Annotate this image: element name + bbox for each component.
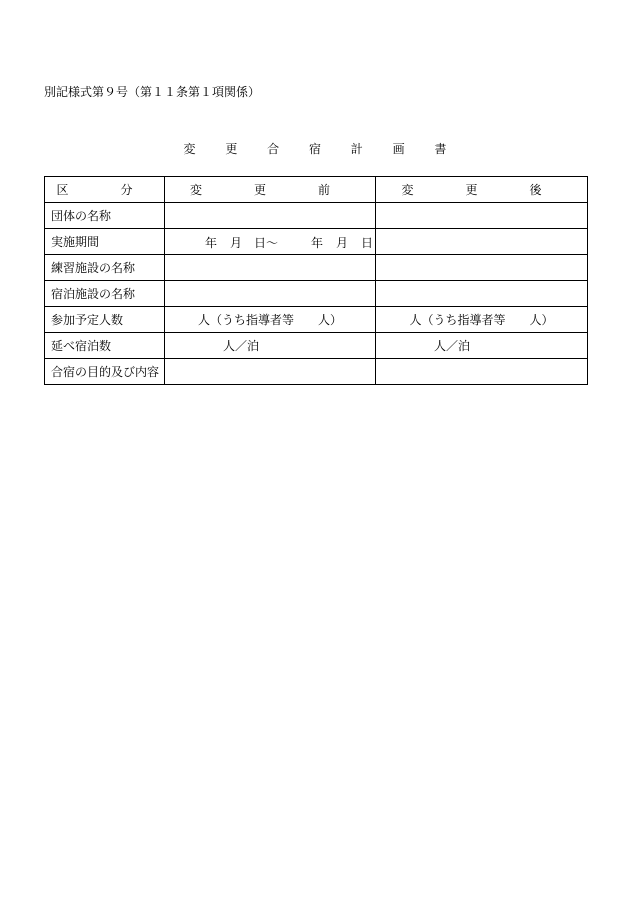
practice-facility-before-field[interactable] bbox=[165, 255, 376, 281]
form-id: 別記様式第９号（第１１条第１項関係） bbox=[44, 85, 261, 99]
group-name-after-field[interactable] bbox=[376, 203, 588, 229]
row-group-name bbox=[45, 203, 588, 229]
header-category: 区 分 bbox=[45, 177, 165, 203]
period-from-month: 月 bbox=[230, 236, 243, 250]
participants-after-field[interactable]: 人（うち指導者等 人） bbox=[376, 307, 588, 333]
period-after-field[interactable] bbox=[376, 229, 588, 255]
lodging-facility-after-field[interactable] bbox=[376, 281, 588, 307]
label-lodging-facility: 宿泊施設の名称 bbox=[45, 281, 165, 307]
period-to-month: 月 bbox=[336, 236, 349, 250]
nights-before-field[interactable]: 人／泊 bbox=[165, 333, 376, 359]
participants-before-field[interactable]: 人（うち指導者等 人） bbox=[165, 307, 376, 333]
row-lodging-facility bbox=[45, 281, 588, 307]
period-from-year: 年 bbox=[205, 236, 218, 250]
purpose-before-field[interactable] bbox=[165, 359, 376, 385]
practice-facility-after-field[interactable] bbox=[376, 255, 588, 281]
label-group-name: 団体の名称 bbox=[45, 203, 165, 229]
header-row bbox=[45, 177, 588, 203]
period-from-day: 日～ bbox=[254, 236, 279, 250]
label-practice-facility: 練習施設の名称 bbox=[45, 255, 165, 281]
period-before-field[interactable] bbox=[165, 229, 376, 255]
row-practice-facility bbox=[45, 255, 588, 281]
header-after: 変 更 後 bbox=[376, 177, 588, 203]
change-plan-table bbox=[44, 176, 588, 385]
document-title: 変 更 合 宿 計 画 書 bbox=[183, 142, 460, 156]
row-nights bbox=[45, 333, 588, 359]
row-purpose bbox=[45, 359, 588, 385]
purpose-after-field[interactable] bbox=[376, 359, 588, 385]
label-purpose: 合宿の目的及び内容 bbox=[45, 359, 165, 385]
row-participants bbox=[45, 307, 588, 333]
header-before: 変 更 前 bbox=[165, 177, 376, 203]
lodging-facility-before-field[interactable] bbox=[165, 281, 376, 307]
group-name-before-field[interactable] bbox=[165, 203, 376, 229]
nights-after-field[interactable]: 人／泊 bbox=[376, 333, 588, 359]
label-nights: 延べ宿泊数 bbox=[45, 333, 165, 359]
label-participants: 参加予定人数 bbox=[45, 307, 165, 333]
period-to-day: 日 bbox=[361, 236, 374, 250]
row-period bbox=[45, 229, 588, 255]
period-to-year: 年 bbox=[311, 236, 324, 250]
label-period: 実施期間 bbox=[45, 229, 165, 255]
